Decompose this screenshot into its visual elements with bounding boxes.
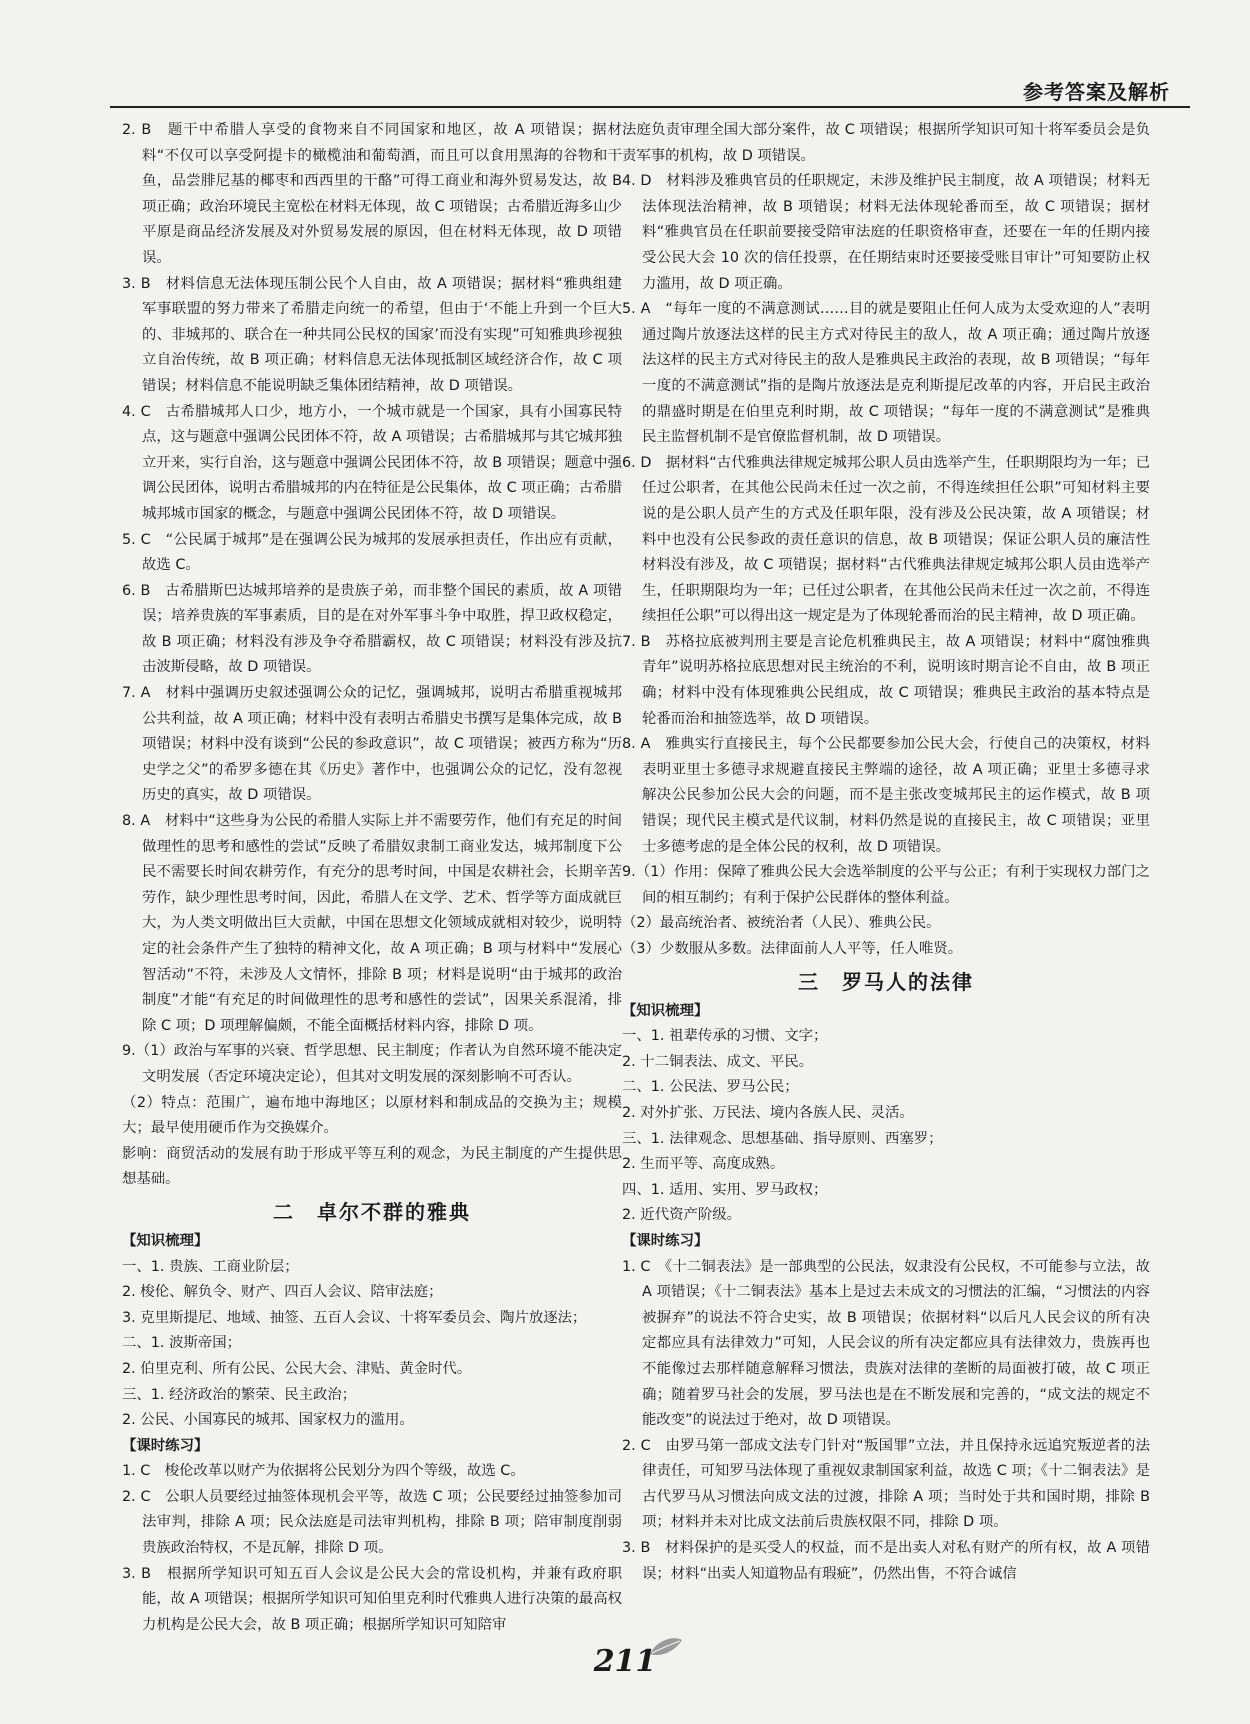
text-line: 2. 梭伦、解负令、财产、四百人会议、陪审法庭；	[122, 1284, 443, 1301]
answer-item: 3. B 根据所学知识可知五百人会议是公民大会的常设机构，并兼有政府职能，故 A 项错误；根据所学知识可知伯里克利时代雅典人进行决策的最高权力机构是公民大会，故 B 项正确；根据所学知识可知陪审	[122, 1565, 622, 1633]
answer-item: 2. B 题干中希腊人享受的食物来自不同国家和地区，故 A 项错误；据材料“不仅可以享受阿提卡的橄榄油和葡萄酒，而且可以食用黑海的谷物和干鱼，品尝腓尼基的椰枣和西西里的干酪”可得工商业和海外贸易发达，故 B 项正确；政治环境民主宽松在材料无体现，故 C 项错误；古希腊近海多山少平原是商品经济发展及对外贸易发展的原因，但在材料无体现，故 D 项错误。	[122, 122, 622, 266]
answer-item: 9.（1）作用：保障了雅典公民大会选举制度的公平与公正；有利于实现权力部门之间的相互制约；有利于保护公民群体的整体利益。	[622, 864, 1150, 906]
text-line: 2. 近代资产阶级。	[622, 1207, 742, 1224]
text-line: 法庭负责审理全国大部分案件，故 C 项错误；根据所学知识可知十将军委员会是负责军事的机构，故 D 项错误。	[622, 122, 1150, 164]
answer-item: 6. D 据材料“古代雅典法律规定城邦公职人员由选举产生，任职期限均为一年；已任过公职者，在其他公民尚未任过一次之前，不得连续担任公职”可知材料主要说的是公职人员产生的方式及任职年限，没有涉及公民决策，故 A 项错误；材料中也没有公民参政的责任意识的信息，故 B 项错误；保证公职人员的廉洁性材料没有涉及，故 C 项错误；据材料“古代雅典法律规定城邦公职人员由选举产生，任职期限均为一年；已任过公职者，在其他公民尚未任过一次之前，不得连续担任公职”可以得出这一规定是为了体现轮番而治的民主精神，故 D 项正确。	[622, 454, 1150, 625]
text-line: 三、1. 经济政治的繁荣、民主政治；	[122, 1386, 357, 1403]
text-line: （3）少数服从多数。法律面前人人平等，任人唯贤。	[622, 941, 963, 957]
page-number-badge	[560, 1640, 690, 1690]
text-line: 2. 十二铜表法、成文、平民。	[622, 1053, 813, 1070]
subsection-heading: 【课时练习】	[622, 1232, 709, 1249]
answer-item: 4. C 古希腊城邦人口少，地方小，一个城市就是一个国家，具有小国寡民特点，这与题意中强调公民团体不符，故 A 项错误；古希腊城邦与其它城邦独立开来，实行自治，这与题意中强调公民团体不符，故 B 项错误；题意中强调公民团体，说明古希腊城邦的内在特征是公民集体，故 C 项正确；古希腊城邦城市国家的概念，与题意中强调公民团体不符，故 D 项错误。	[122, 403, 622, 522]
header-rule	[110, 106, 1190, 108]
answer-item: 8. A 材料中“这些身为公民的希腊人实际上并不需要劳作，他们有充足的时间做理性的思考和感性的尝试”反映了希腊奴隶制工商业发达，城邦制度下公民不需要长时间农耕劳作，有充分的思考时间，中国是农耕社会，长期辛苦劳作，缺少理性思考时间，因此，希腊人在文学、艺术、哲学等方面成就巨大，为人类文明做出巨大贡献，中国在思想文化领域成就相对较少，说明特定的社会条件产生了独特的精神文化，故 A 项正确；B 项与材料中“发展心智活动”不符，未涉及人文情怀，排除 B 项；材料是说明“由于城邦的政治制度”才能“有充足的时间做理性的思考和感性的尝试”，因果关系混淆，排除 C 项；D 项理解偏颇，不能全面概括材料内容，排除 D 项。	[122, 813, 622, 1034]
page-number: 211	[593, 1644, 657, 1679]
answer-item: 3. B 材料保护的是买受人的权益，而不是出卖人对私有财产的所有权，故 A 项错误；材料“出卖人知道物品有瑕疵”，仍然出售，不符合诚信	[622, 1540, 1150, 1582]
text-line: 二、1. 公民法、罗马公民；	[622, 1079, 799, 1096]
text-line: 四、1. 适用、实用、罗马政权；	[622, 1181, 828, 1198]
section-title: 三 罗马人的法律	[798, 969, 974, 994]
text-line: 2. 对外扩张、万民法、境内各族人民、灵活。	[622, 1104, 914, 1121]
answer-item: 6. B 古希腊斯巴达城邦培养的是贵族子弟，而非整个国民的素质，故 A 项错误；培养贵族的军事素质，目的是在对外军事斗争中取胜，捍卫政权稳定，故 B 项正确；材料没有涉及争夺希腊霸权，故 C 项错误；材料没有涉及抗击波斯侵略，故 D 项错误。	[122, 582, 622, 676]
answer-item: 5. C “公民属于城邦”是在强调公民为城邦的发展承担责任，作出应有贡献，故选 C。	[122, 531, 622, 574]
header-title: 参考答案及解析	[1023, 80, 1170, 104]
answer-item: 1. C 《十二铜表法》是一部典型的公民法，奴隶没有公民权，不可能参与立法，故 A 项错误；《十二铜表法》基本上是过去未成文的习惯法的汇编，“习惯法的内容被摒弃”的说法不符合史实，故 B 项错误；依据材料“以后凡人民会议的所有决定都应具有法律效力”可知，人民会议的所有决定都应具有法律效力，贵族再也不能像过去那样随意解释习惯法，贵族对法律的垄断的局面被打破，故 C 项正确；随着罗马社会的发展，罗马法也是在不断发展和完善的，“成文法的规定不能改变”的说法过于绝对，故 D 项错误。	[622, 1258, 1150, 1429]
page-header	[0, 0, 1250, 112]
text-line: 一、1. 贵族、工商业阶层；	[122, 1258, 299, 1275]
answer-item: 9.（1）政治与军事的兴衰、哲学思想、民主制度；作者认为自然环境不能决定文明发展（否定环境决定论），但其对文明发展的深刻影响不可否认。	[122, 1043, 622, 1085]
text-line: 2. 公民、小国寡民的城邦、国家权力的滥用。	[122, 1412, 414, 1429]
left-column	[122, 118, 622, 1638]
section-title: 二 卓尔不群的雅典	[273, 1199, 471, 1224]
text-line: 2. 生而平等、高度成熟。	[622, 1156, 785, 1173]
answer-item: 1. C 梭伦改革以财产为依据将公民划分为四个等级，故选 C。	[122, 1463, 525, 1480]
text-line: 二、1. 波斯帝国；	[122, 1335, 242, 1352]
text-line: 一、1. 祖辈传承的习惯、文字；	[622, 1028, 828, 1045]
text-line: （2）特点：范围广，遍布地中海地区；以原材料和制成品的交换为主；规模大；最早使用硬币作为交换媒介。	[122, 1094, 622, 1137]
text-line: 3. 克里斯提尼、地域、抽签、五百人会议、十将军委员会、陶片放逐法；	[122, 1309, 587, 1326]
answer-item: 3. B 材料信息无法体现压制公民个人自由，故 A 项错误；据材料“雅典组建军事联盟的努力带来了希腊走向统一的希望，但由于‘不能上升到一个巨大的、非城邦的、联合在一种共同公民权的国家’而没有实现”可知雅典珍视独立自治传统，故 B 项正确；材料信息无法体现抵制区域经济合作，故 C 项错误；材料信息不能说明缺乏集体团结精神，故 D 项错误。	[122, 275, 622, 394]
answer-item: 7. A 材料中强调历史叙述强调公众的记忆，强调城邦，说明古希腊重视城邦公共利益，故 A 项正确；材料中没有表明古希腊史书撰写是集体完成，故 B 项错误；材料中没有谈到“公民的参政意识”，故 C 项错误；被西方称为“历史学之父”的希罗多德在其《历史》著作中，也强调公众的记忆，没有忽视历史的真实，故 D 项错误。	[122, 685, 622, 804]
text-line: 影响：商贸活动的发展有助于形成平等互利的观念，为民主制度的产生提供思想基础。	[122, 1145, 622, 1188]
answer-item: 2. C 公职人员要经过抽签体现机会平等，故选 C 项；公民要经过抽签参加司法审判，排除 A 项；民众法庭是司法审判机构，排除 B 项；陪审制度削弱贵族政治特权，不是瓦解，排除 D 项。	[122, 1488, 622, 1557]
subsection-heading: 【课时练习】	[122, 1437, 209, 1454]
answer-item: 4. D 材料涉及雅典官员的任职规定，未涉及维护民主制度，故 A 项错误；材料无法体现法治精神，故 B 项错误；材料无法体现轮番而至，故 C 项错误；据材料“雅典官员在任职前要接受陪审法庭的任职资格审查，还要在一年的任期内接受公民大会 10 次的信任投票，在任期结束时还要接受账目审计”可知要防止权力滥用，故 D 项正确。	[622, 173, 1150, 292]
subsection-heading: 【知识梳理】	[622, 1002, 709, 1019]
text-line: 2. 伯里克利、所有公民、公民大会、津贴、黄金时代。	[122, 1360, 472, 1377]
right-column	[622, 118, 1150, 1587]
answer-item: 5. A “每年一度的不满意测试……目的就是要阻止任何人成为太受欢迎的人”表明通过陶片放逐法这样的民主方式对待民主的敌人，故 A 项正确；通过陶片放逐法这样的民主方式对待民主的敌人是雅典民主政治的表现，故 B 项错误；“每年一度的不满意测试”指的是陶片放逐法是克利斯提尼改革的内容，开启民主政治的鼎盛时期是在伯里克利时期，故 C 项错误；“每年一度的不满意测试”是雅典民主监督机制不是官僚监督机制，故 D 项错误。	[622, 301, 1150, 446]
text-line: 三、1. 法律观念、思想基础、指导原则、西塞罗；	[622, 1130, 943, 1147]
answer-item: 8. A 雅典实行直接民主，每个公民都要参加公民大会，行使自己的决策权，材料表明亚里士多德寻求规避直接民主弊端的途径，故 A 项正确；亚里士多德寻求解决公民参加公民大会的问题，而不是主张改变城邦民主的运作模式，故 B 项错误；现代民主模式是代议制，材料仍然是说的直接民主，故 C 项错误；亚里士多德考虑的是全体公民的权利，故 D 项错误。	[622, 736, 1150, 855]
answer-item: 7. B 苏格拉底被判刑主要是言论危机雅典民主，故 A 项错误；材料中“腐蚀雅典青年”说明苏格拉底思想对民主统治的不利，说明该时期言论不自由，故 B 项正确；材料中没有体现雅典公民组成，故 C 项错误；雅典民主政治的基本特点是轮番而治和抽签选举，故 D 项错误。	[622, 633, 1150, 727]
subsection-heading: 【知识梳理】	[122, 1232, 209, 1249]
answer-item: 2. C 由罗马第一部成文法专门针对“叛国罪”立法，并且保持永远追究叛逆者的法律责任，可知罗马法体现了重视奴隶制国家利益，故选 C 项；《十二铜表法》是古代罗马从习惯法向成文法的过渡，排除 A 项；当时处于共和国时期，排除 B 项；材料并未对比成文法前后贵族权限不同，排除 D 项。	[622, 1437, 1150, 1531]
text-line: （2）最高统治者、被统治者（人民）、雅典公民。	[622, 915, 941, 932]
